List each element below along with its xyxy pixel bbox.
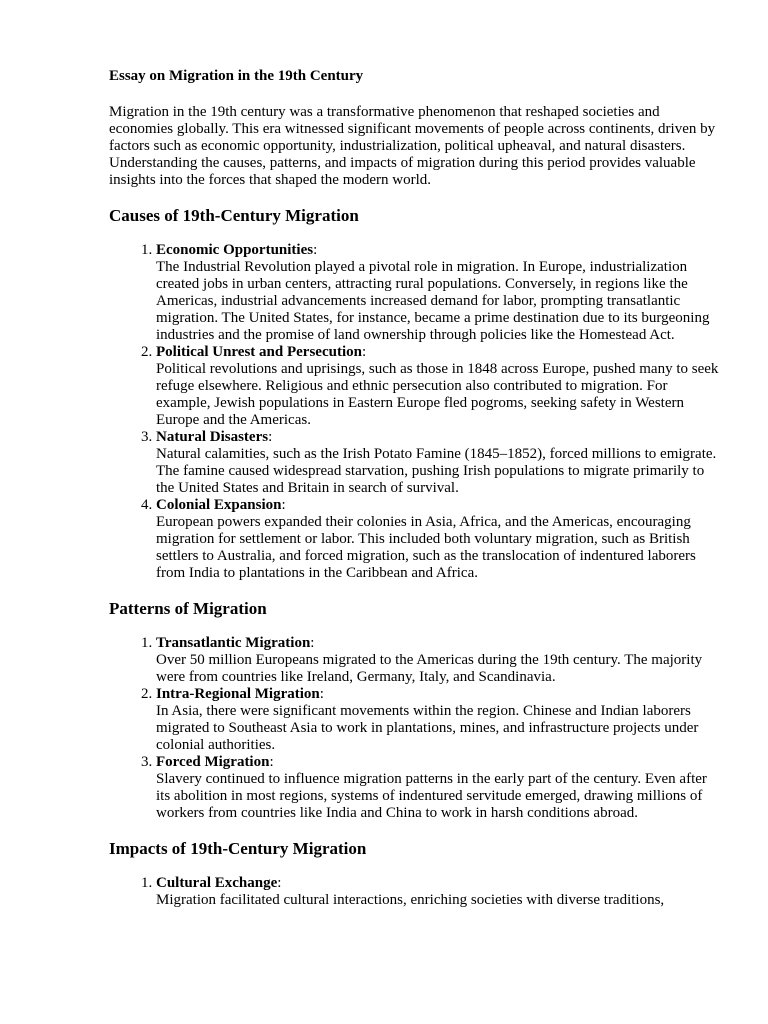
patterns-list [109,635,723,822]
item-body: Political revolutions and uprisings, such as those in 1848 across Europe, pushed many to seek refuge elsewhere. Religious and ethnic persecution also contributed to migration. For example, Jewish populations in Eastern Europe fled pogroms, seeking safety in Western Europe and the Americas. [156,361,719,428]
item-title: Cultural Exchange [156,875,278,891]
item-body: European powers expanded their colonies in Asia, Africa, and the Americas, encouraging migration for settlement or labor. This included both voluntary migration, such as British settlers to Australia, and forced migration, such as the translocation of indentured laborers from India to plantations in the Caribbean and Africa. [156,514,696,581]
list-item: 1. Economic Opportunities: The Industrial Revolution played a pivotal role in migration. In Europe, industrialization created jobs in urban centers, attracting rural populations. Conversely, in regions like the Americas, industrial advancements increased demand for labor, prompting transatlantic migration. The United States, for instance, became a prime destination due to its burgeoning industries and the promise of land ownership through policies like the Homestead Act. [156,242,723,344]
list-item: 2. Intra-Regional Migration: In Asia, there were significant movements within the region. Chinese and Indian laborers migrated to Southeast Asia to work in plantations, mines, and infrastructure projects under colonial authorities. [156,686,723,754]
item-body: Natural calamities, such as the Irish Potato Famine (1845–1852), forced millions to emigrate. The famine caused widespread starvation, pushing Irish populations to migrate primarily to the United States and Britain in search of survival. [156,446,717,496]
intro-paragraph: Migration in the 19th century was a transformative phenomenon that reshaped societies and economies globally. This era witnessed significant movements of people across continents, driven by factors such as economic opportunity, industrialization, political upheaval, and natural disasters. Understanding the causes, patterns, and impacts of migration during this period provides valuable insights into the forces that shaped the modern world. [109,104,716,188]
section-heading-causes: Causes of 19th-Century Migration [109,206,359,225]
item-title: Transatlantic Migration [156,635,311,651]
item-body: Slavery continued to influence migration patterns in the early part of the century. Even after its abolition in most regions, systems of indentured servitude emerged, drawing millions of workers from countries like India and China to work in harsh conditions abroad. [156,771,707,821]
document-title: Essay on Migration in the 19th Century [109,68,364,84]
list-item: 1. Transatlantic Migration: Over 50 million Europeans migrated to the Americas during the 19th century. The majority were from countries like Ireland, Germany, Italy, and Scandinavia. [156,635,723,686]
section-heading-impacts: Impacts of 19th-Century Migration [109,839,367,858]
item-body: The Industrial Revolution played a pivotal role in migration. In Europe, industrialization created jobs in urban centers, attracting rural populations. Conversely, in regions like the Americas, industrial advancements increased demand for labor, prompting transatlantic migration. The United States, for instance, became a prime destination due to its burgeoning industries and the promise of land ownership through policies like the Homestead Act. [156,259,710,343]
document-page [109,68,723,909]
list-item: 2. Political Unrest and Persecution: Political revolutions and uprisings, such as those in 1848 across Europe, pushed many to seek refuge elsewhere. Religious and ethnic persecution also contributed to migration. For example, Jewish populations in Eastern Europe fled pogroms, seeking safety in Western Europe and the Americas. [156,344,723,429]
item-title: Political Unrest and Persecution [156,344,362,360]
item-title: Economic Opportunities [156,242,314,258]
section-heading-patterns: Patterns of Migration [109,599,267,618]
list-item: 3. Forced Migration: Slavery continued to influence migration patterns in the early part of the century. Even after its abolition in most regions, systems of indentured servitude emerged, drawing millions of workers from countries like India and China to work in harsh conditions abroad. [156,754,723,822]
list-item: 1. Cultural Exchange: Migration facilitated cultural interactions, enriching societies with diverse traditions, [156,875,723,909]
item-title: Forced Migration [156,754,270,770]
item-body: Over 50 million Europeans migrated to the Americas during the 19th century. The majority were from countries like Ireland, Germany, Italy, and Scandinavia. [156,652,703,685]
list-item: 4. Colonial Expansion: European powers expanded their colonies in Asia, Africa, and the Americas, encouraging migration for settlement or labor. This included both voluntary migration, such as British settlers to Australia, and forced migration, such as the translocation of indentured laborers from India to plantations in the Caribbean and Africa. [156,497,723,582]
item-title: Natural Disasters [156,429,269,445]
list-item: 3. Natural Disasters: Natural calamities, such as the Irish Potato Famine (1845–1852), forced millions to emigrate. The famine caused widespread starvation, pushing Irish populations to migrate primarily to the United States and Britain in search of survival. [156,429,723,497]
item-title: Intra-Regional Migration [156,686,320,702]
item-body: Migration facilitated cultural interactions, enriching societies with diverse traditions, [156,892,665,908]
item-title: Colonial Expansion [156,497,282,513]
impacts-list [109,875,723,909]
item-body: In Asia, there were significant movements within the region. Chinese and Indian laborers migrated to Southeast Asia to work in plantations, mines, and infrastructure projects under colonial authorities. [156,703,699,753]
causes-list [109,242,723,582]
